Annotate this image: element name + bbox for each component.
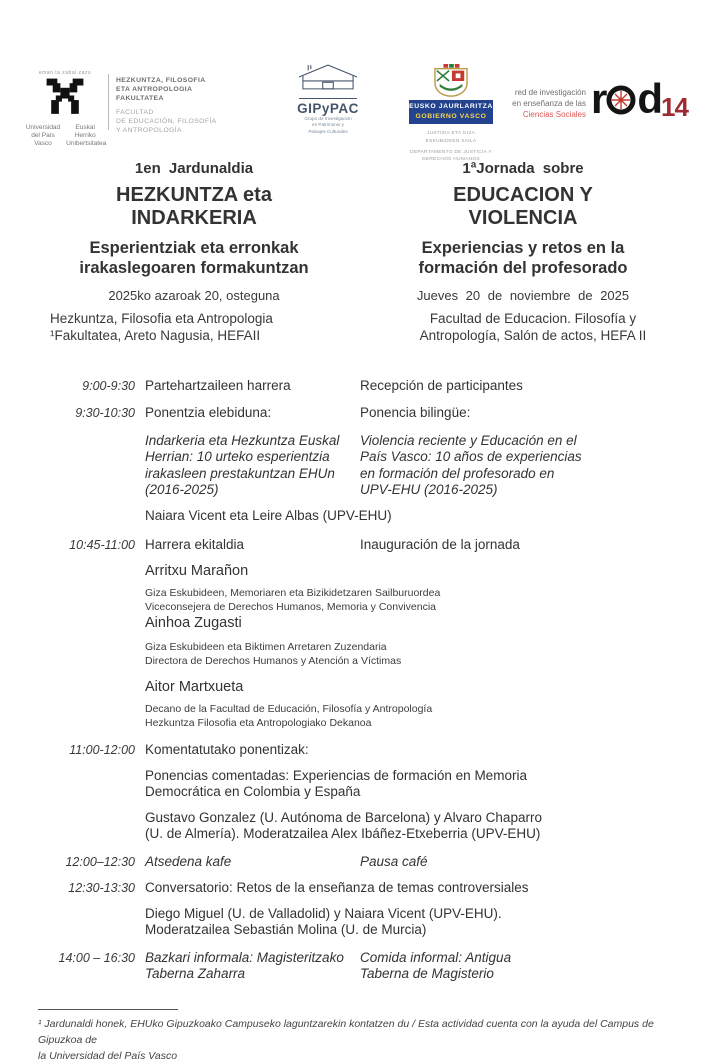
schedule-item-line: Hezkuntza Filosofia eta Antropologiako Dekanoa (145, 717, 690, 731)
schedule-item-es-line: en formación del profesorado en (360, 466, 690, 482)
schedule-item-es-line: Recepción de participantes (360, 378, 690, 394)
schedule-item-eu (145, 950, 350, 983)
schedule-item-line: Ainhoa Zugasti (145, 615, 690, 633)
schedule-time: 12:00–12:30 (38, 854, 135, 870)
upv-tree-icon (42, 77, 88, 117)
schedule-item-es-line: Pausa café (360, 854, 690, 870)
gipypac-subtitle-line: Grupo de Investigación (288, 116, 368, 122)
subtitle-es-line: formación del profesorado (362, 259, 684, 279)
schedule-row (38, 742, 690, 758)
schedule-row (38, 615, 690, 633)
subtitle-eu-line: irakaslegoaren formakuntzan (40, 259, 348, 279)
kicker-eu: 1en Jardunaldia (40, 160, 348, 177)
gipypac-rule (299, 98, 357, 99)
schedule-item-es (360, 405, 690, 421)
schedule-time (38, 679, 135, 697)
upv-ehu-logo (26, 70, 104, 148)
faculty-eu-line: ETA ANTROPOLOGIA (116, 85, 217, 94)
schedule-item-eu (145, 433, 350, 499)
schedule-item (145, 679, 690, 697)
schedule-item-eu-line: Indarkeria eta Hezkuntza Euskal (145, 433, 350, 449)
schedule-item-eu (145, 854, 350, 870)
schedule-item-line: Viceconsejera de Derechos Humanos, Memoria y Convivencia (145, 601, 690, 615)
schedule-item-es (360, 378, 690, 394)
schedule-item (145, 742, 690, 758)
schedule-time: 9:30-10:30 (38, 405, 135, 421)
schedule-item-line: (U. de Almería). Moderatzailea Alex Ibáñez-Etxeberria (UPV-EHU) (145, 826, 690, 842)
schedule-time (38, 768, 135, 801)
footnote (38, 1009, 690, 1064)
schedule-item-es-line: Comida informal: Antigua (360, 950, 690, 966)
upv-motto: eman ta zabal zazu (26, 70, 104, 76)
schedule-item-eu-line: irakasleen prestakuntzan EHUn (145, 466, 350, 482)
faculty-logo-text (116, 76, 217, 135)
schedule-item-line: Giza Eskubideen eta Biktimen Arretaren Zuzendaria (145, 641, 690, 655)
schedule-item-es-line: País Vasco: 10 años de experiencias (360, 449, 690, 465)
schedule-item-eu-line: Atsedena kafe (145, 854, 350, 870)
schedule-item-eu-line: Ponentzia elebiduna: (145, 405, 350, 421)
faculty-eu-line: HEZKUNTZA, FILOSOFIA (116, 76, 217, 85)
schedule-row (38, 378, 690, 394)
venue-eu-line: Hezkuntza, Filosofia eta Antropologia (50, 310, 348, 328)
kicker-es: 1ªJornada sobre (362, 160, 684, 177)
schedule-row (38, 563, 690, 581)
schedule-item (145, 880, 690, 896)
main-title-es-line: EDUCACION Y (362, 184, 684, 207)
schedule-item (145, 641, 690, 668)
gobierno-banner-es: GOBIERNO VASCO (409, 112, 493, 122)
faculty-es (116, 108, 217, 136)
schedule-item-line: Ponencias comentadas: Experiencias de formación en Memoria (145, 768, 690, 784)
title-column-spanish (362, 160, 684, 345)
schedule-item-eu-line: Taberna Zaharra (145, 966, 350, 982)
schedule-item-eu-line: (2016-2025) (145, 482, 350, 498)
gobierno-banner (409, 100, 493, 124)
schedule-item-line: Moderatzailea Sebastián Molina (U. de Murcia) (145, 922, 690, 938)
red14-tagline-accent: Ciencias Sociales (508, 110, 586, 121)
red14-logo (508, 82, 698, 123)
schedule-item (145, 508, 690, 524)
venue-es-line: Antropología, Salón de actos, HEFA II (382, 327, 684, 345)
schedule-item-eu (145, 378, 350, 394)
red14-letter-d: d (637, 82, 661, 116)
schedule-row (38, 405, 690, 421)
schedule-item (145, 587, 690, 614)
subtitle-eu-line: Esperientziak eta erronkak (40, 239, 348, 259)
schedule-time: 9:00-9:30 (38, 378, 135, 394)
schedule-item-es-line: Violencia reciente y Educación en el (360, 433, 690, 449)
schedule-row (38, 950, 690, 983)
faculty-eu (116, 76, 217, 104)
schedule-item-eu (145, 405, 350, 421)
gobierno-vasco-logo (398, 64, 504, 163)
gobierno-banner-eu: EUSKO JAURLARITZA (409, 102, 493, 112)
schedule-item-line: Gustavo Gonzalez (U. Autónoma de Barcelona) y Alvaro Chaparro (145, 810, 690, 826)
schedule-row (38, 854, 690, 870)
faculty-eu-line: FAKULTATEA (116, 94, 217, 103)
gobierno-dept (398, 130, 504, 163)
schedule-item-line: Democrática en Colombia y España (145, 784, 690, 800)
schedule-row (38, 587, 690, 614)
subtitle-es-line: Experiencias y retos en la (362, 239, 684, 259)
schedule-time (38, 641, 135, 668)
title-block (40, 160, 684, 345)
schedule-item-line: Naiara Vicent eta Leire Albas (UPV-EHU) (145, 508, 690, 524)
schedule-row (38, 537, 690, 553)
schedule-time (38, 433, 135, 499)
schedule-row (38, 768, 690, 801)
gipypac-title: GIPyPAC (288, 101, 368, 116)
schedule-item-line: Directora de Derechos Humanos y Atención a Víctimas (145, 655, 690, 669)
upv-name-es: Universidad del País Vasco (26, 124, 60, 148)
red14-tagline (508, 88, 586, 120)
schedule-time (38, 810, 135, 843)
schedule-row (38, 703, 690, 730)
schedule-item (145, 615, 690, 633)
schedule-row (38, 679, 690, 697)
schedule-time: 12:30-13:30 (38, 880, 135, 896)
basque-government-shield-icon (430, 64, 472, 98)
schedule-item (145, 906, 690, 939)
venue-es (362, 310, 684, 345)
schedule-item (145, 703, 690, 730)
schedule-item-eu-line: Herrian: 10 urteko esperientzia (145, 449, 350, 465)
schedule-item-es-line: Inauguración de la jornada (360, 537, 690, 553)
subtitle-es (362, 239, 684, 279)
footnote-line: la Universidad del País Vasco (38, 1048, 690, 1064)
schedule-item-eu-line: Harrera ekitaldia (145, 537, 350, 553)
gobierno-dept-line: JUSTIZIA ETA GIZA (398, 130, 504, 137)
schedule-row (38, 880, 690, 896)
red14-tagline-line: red de investigación (508, 88, 586, 99)
schedule-item (145, 768, 690, 801)
red14-tagline-line: en enseñanza de las (508, 99, 586, 110)
date-eu: 2025ko azaroak 20, osteguna (40, 288, 348, 303)
header-logos (0, 0, 724, 150)
schedule-time: 10:45-11:00 (38, 537, 135, 553)
red14-number: 14 (661, 92, 688, 123)
venue-es-line: Facultad de Educacion. Filosofía y (382, 310, 684, 328)
title-column-basque (40, 160, 348, 345)
red14-letter-r: r (591, 82, 605, 116)
footnote-line: ¹ Jardunaldi honek, EHUko Gipuzkoako Campuseko laguntzarekin kontatzen du / Esta actividad cuenta con la ayuda del Campus de Gipuzkoa de (38, 1016, 690, 1049)
schedule-item-eu-line: Partehartzaileen harrera (145, 378, 350, 394)
schedule-item-eu-line: Bazkari informala: Magisteritzako (145, 950, 350, 966)
schedule-item (145, 563, 690, 581)
upv-names (26, 124, 104, 148)
gobierno-dept-line: ESKUBIDEEN SAILA (398, 138, 504, 145)
schedule-time (38, 906, 135, 939)
faculty-es-line: DE EDUCACIÓN, FILOSOFÍA (116, 117, 217, 126)
faculty-es-line: Y ANTROPOLOGÍA (116, 126, 217, 135)
schedule-time (38, 563, 135, 581)
schedule-item-eu (145, 537, 350, 553)
gobierno-dept-line: DERECHOS HUMANOS (398, 156, 504, 163)
schedule-item-es-line: Ponencia bilingüe: (360, 405, 690, 421)
schedule-item-line: Arritxu Marañon (145, 563, 690, 581)
main-title-eu-line: HEZKUNTZA eta (40, 184, 348, 207)
main-title-eu (40, 184, 348, 230)
schedule-item-line: Decano de la Facultad de Educación, Filosofía y Antropología (145, 703, 690, 717)
schedule-time (38, 587, 135, 614)
schedule-time: 11:00-12:00 (38, 742, 135, 758)
schedule-time (38, 615, 135, 633)
schedule-time: 14:00 – 16:30 (38, 950, 135, 983)
schedule-item-es-line: UPV-EHU (2016-2025) (360, 482, 690, 498)
date-es: Jueves 20 de noviembre de 2025 (362, 288, 684, 303)
gobierno-dept-line: DEPARTAMENTO DE JUSTICIA Y (398, 149, 504, 156)
main-title-es-line: VIOLENCIA (362, 207, 684, 230)
schedule-row (38, 906, 690, 939)
main-title-eu-line: INDARKERIA (40, 207, 348, 230)
schedule-row (38, 508, 690, 524)
schedule-item-line: Giza Eskubideen, Memoriaren eta Bizikidetzaren Sailburuordea (145, 587, 690, 601)
venue-eu (40, 310, 348, 345)
schedule-row (38, 810, 690, 843)
gipypac-subtitle-line: en Patrimonio y (288, 122, 368, 128)
farmhouse-icon (295, 62, 361, 92)
subtitle-eu (40, 239, 348, 279)
schedule-item-es-line: Taberna de Magisterio (360, 966, 690, 982)
footnote-text (38, 1016, 690, 1064)
footnote-rule (38, 1009, 178, 1010)
schedule-time (38, 508, 135, 524)
main-title-es (362, 184, 684, 230)
schedule-item (145, 810, 690, 843)
schedule-item-line: Komentatutako ponentizak: (145, 742, 690, 758)
gipypac-subtitle-line: Paisajes Culturales (288, 129, 368, 135)
venue-eu-line: ¹Fakultatea, Areto Nagusia, HEFAII (50, 327, 348, 345)
schedule-item-es (360, 950, 690, 983)
red14-wheel-icon (606, 85, 636, 115)
schedule-item-line: Aitor Martxueta (145, 679, 690, 697)
gipypac-logo (288, 62, 368, 135)
schedule-item-es (360, 854, 690, 870)
schedule-row (38, 433, 690, 499)
schedule (38, 378, 690, 983)
schedule-item-es (360, 537, 690, 553)
schedule-item-line: Diego Miguel (U. de Valladolid) y Naiara Vicent (UPV-EHU). (145, 906, 690, 922)
schedule-item-es (360, 433, 690, 499)
gipypac-subtitle (288, 116, 368, 135)
faculty-es-line: FACULTAD (116, 108, 217, 117)
schedule-item-line: Conversatorio: Retos de la enseñanza de temas controversiales (145, 880, 690, 896)
schedule-time (38, 703, 135, 730)
upv-name-eu: Euskal Herriko Unibertsitatea (66, 124, 104, 148)
header-divider (108, 74, 109, 130)
schedule-row (38, 641, 690, 668)
red14-wordmark (591, 82, 688, 123)
